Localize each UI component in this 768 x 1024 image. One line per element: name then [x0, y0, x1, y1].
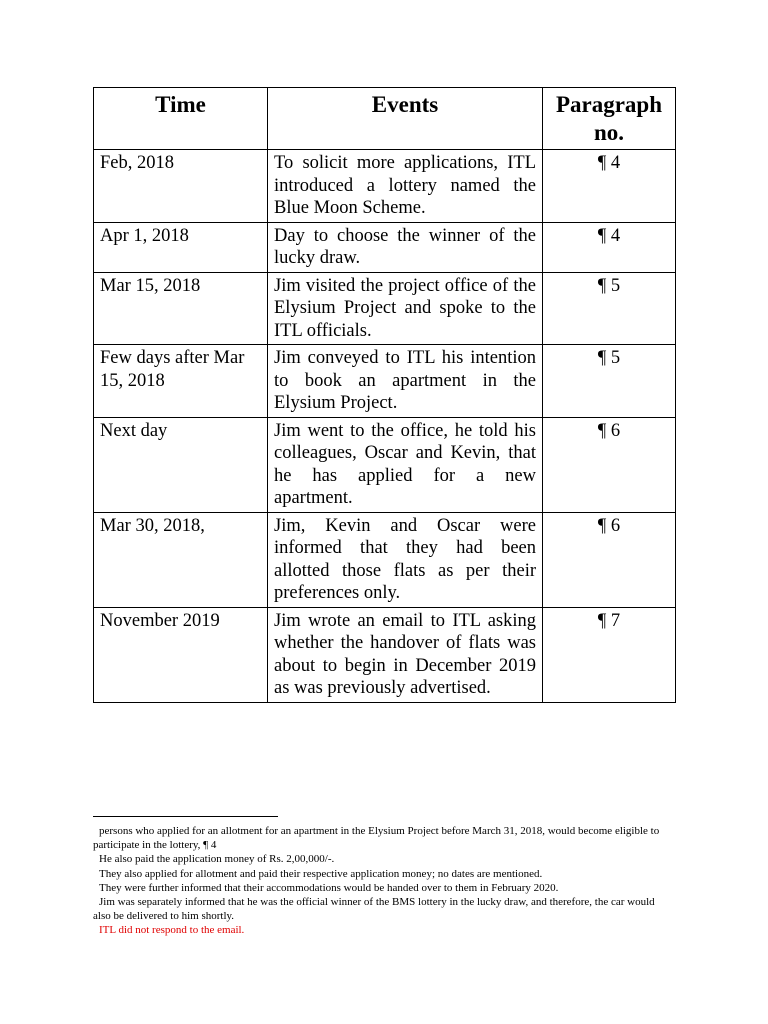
footnotes — [93, 824, 675, 938]
timeline-table — [93, 87, 676, 703]
footnote — [93, 895, 675, 923]
footnote-text: He also paid the application money of Rs. 2,00,000/-. — [99, 853, 335, 866]
row-event: Jim, Kevin and Oscar were informed that they had been allotted those flats as per their preferences only. — [268, 512, 543, 607]
footnote — [93, 881, 675, 895]
row-time: November 2019 — [94, 607, 268, 702]
row-time: Apr 1, 2018 — [94, 222, 268, 272]
footnote — [93, 852, 675, 866]
header-time: Time — [94, 88, 268, 150]
row-time: Next day — [94, 417, 268, 512]
footnote — [93, 867, 675, 881]
row-paragraph: ¶ 5 — [543, 272, 676, 345]
footnote-text: They were further informed that their accommodations would be handed over to them in February 2020. — [99, 881, 559, 894]
row-event: Jim wrote an email to ITL asking whether the handover of flats was about to begin in December 2019 as was previously advertised. — [268, 607, 543, 702]
table-row — [94, 417, 676, 512]
footnote-text: Jim was separately informed that he was the official winner of the BMS lottery in the lucky draw, and therefore, the car would also be delivered to him shortly. — [93, 896, 655, 923]
row-event: Day to choose the winner of the lucky draw. — [268, 222, 543, 272]
row-time: Few days after Mar 15, 2018 — [94, 345, 268, 418]
row-time: Mar 30, 2018, — [94, 512, 268, 607]
footnote-text: They also applied for allotment and paid their respective application money; no dates are mentioned. — [99, 867, 543, 880]
footnote — [93, 824, 675, 852]
table-row — [94, 150, 676, 223]
row-paragraph: ¶ 5 — [543, 345, 676, 418]
footnote-divider — [93, 816, 278, 817]
row-paragraph: ¶ 4 — [543, 222, 676, 272]
row-paragraph: ¶ 7 — [543, 607, 676, 702]
row-paragraph: ¶ 4 — [543, 150, 676, 223]
row-paragraph: ¶ 6 — [543, 512, 676, 607]
row-event: To solicit more applications, ITL introduced a lottery named the Blue Moon Scheme. — [268, 150, 543, 223]
row-time: Feb, 2018 — [94, 150, 268, 223]
table-row — [94, 272, 676, 345]
footnote-text: ITL did not respond to the email. — [99, 924, 245, 937]
table-row — [94, 512, 676, 607]
row-time: Mar 15, 2018 — [94, 272, 268, 345]
table-row — [94, 222, 676, 272]
row-paragraph: ¶ 6 — [543, 417, 676, 512]
header-events: Events — [268, 88, 543, 150]
header-paragraph-no: Paragraph no. — [543, 88, 676, 150]
table-row — [94, 607, 676, 702]
row-event: Jim went to the office, he told his colleagues, Oscar and Kevin, that he has applied for a new apartment. — [268, 417, 543, 512]
footnote-highlighted — [93, 923, 675, 937]
table-row — [94, 345, 676, 418]
table-header-row — [94, 88, 676, 150]
row-event: Jim visited the project office of the Elysium Project and spoke to the ITL officials. — [268, 272, 543, 345]
footnote-text: persons who applied for an allotment for an apartment in the Elysium Project before March 31, 2018, would become eligible to participate in the lottery, ¶ 4 — [93, 825, 660, 852]
row-event: Jim conveyed to ITL his intention to book an apartment in the Elysium Project. — [268, 345, 543, 418]
